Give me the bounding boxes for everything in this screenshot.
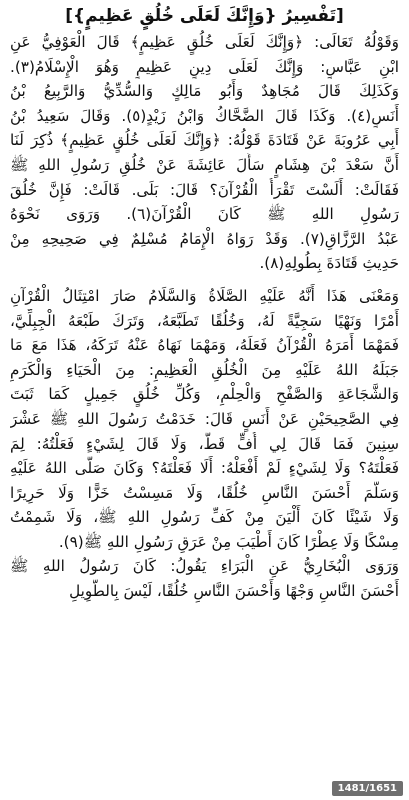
text-line: رَسُولِ اللهِ ﷺ كَانَ الْقُرْآنَ(٦). وَرَوَى نَحْوَهُ: [10, 205, 399, 224]
text-line: فَمَهْمَا أَمَرَهُ الْقُرْآنُ فَعَلَهُ، وَمَهْمَا نَهَاهُ عَنْهُ تَرَكَهُ، هَذَا مَعَ مَا: [10, 336, 399, 355]
text-line: أَبِي عَرُوبَةَ عَنْ قَتَادَةَ قَوْلُهُ: ﴿وَإِنَّكَ لَعَلَى خُلُقٍ عَظِيمٍ﴾ ذُكِرَ لَنَا: [10, 131, 399, 150]
paragraph-gap: [10, 276, 399, 284]
text-line: وَقَوْلُهُ تَعَالَى: ﴿وَإِنَّكَ لَعَلَى خُلُقٍ عَظِيمٍ﴾ قَالَ الْعَوْفِيُّ عَنِ: [10, 33, 399, 51]
paragraph: [10, 554, 399, 603]
text-line: وَكَذَلِكَ قَالَ مُجَاهِدٌ وَأَبُو مَالِكٍ وَالسُّدِّيُّ وَالرَّبِيعُ بْنُ: [10, 82, 399, 101]
text-line: أَنَّ سَعْدَ بْنَ هِشَامٍ سَأَلَ عَائِشَةَ عَنْ خُلُقِ رَسُولِ اللهِ ﷺ: [10, 155, 399, 174]
text-line: أَمْرًا وَنَهْيًا سَجِيَّةً لَهُ، وَخُلُقًا تَطَبَّعَهُ، وَتَرَكَ طَبْعَهُ الْجِبِلِّيَّ،: [10, 311, 399, 330]
text-line: أَنَسٍ(٤). وَكَذَا قَالَ الضَّحَّاكُ وَابْنُ زَيْدٍ(٥). وَقَالَ سَعِيدُ بْنُ: [10, 106, 399, 125]
text-line: وَرَوَى الْبُخَارِيُّ عَنِ الْبَرَاءِ يَقُولُ: كَانَ رَسُولُ اللهِ ﷺ: [10, 557, 399, 576]
text-line: وَالشَّجَاعَةِ وَالصَّفْحِ وَالْحِلْمِ، وَكُلِّ خُلُقٍ جَمِيلٍ كَمَا ثَبَتَ: [10, 385, 399, 404]
page-indicator: 1481/1651: [332, 781, 403, 796]
section-title: [تَفْسِيرُ {وَإِنَّكَ لَعَلَى خُلُقٍ عَظِيمٍ}]: [65, 6, 344, 26]
text-line: مِسْكًا وَلَا عِطْرًا كَانَ أَطْيَبَ مِنْ عَرَقِ رَسُولِ اللهِ ﷺ(٩).: [58, 532, 399, 551]
text-line: حَدِيثِ قَتَادَةَ بِطُولِهِ(٨).: [259, 254, 399, 273]
text-line: وَسَلَّمَ أَحْسَنَ النَّاسِ خُلُقًا، وَلَا مَسِسْتُ خَزًّا وَلَا حَرِيرًا: [10, 483, 399, 502]
text-line: ابْنِ عَبَّاسٍ: وَإِنَّكَ لَعَلَى دِينٍ عَظِيمٍ وَهُوَ الْإِسْلَامُ(٣).: [10, 57, 399, 76]
paragraph: [10, 30, 399, 276]
paragraph: [10, 284, 399, 555]
text-line: وَمَعْنَى هَذَا أَنَّهُ عَلَيْهِ الصَّلَاةُ وَالسَّلَامُ صَارَ امْتِثَالُ الْقُرْآنِ: [10, 286, 399, 305]
text-line: وَلَا شَيْئًا كَانَ أَلْيَنَ مِنْ كَفِّ رَسُولِ اللهِ ﷺ، وَلَا شَمِمْتُ: [10, 508, 399, 527]
text-line: فَقَالَتْ: أَلَسْتَ تَقْرَأُ الْقُرْآنَ؟ قَالَ: بَلَى. قَالَتْ: فَإِنَّ خُلُقَ: [10, 180, 399, 199]
body-text: [10, 30, 399, 604]
text-line: عَبْدُ الرَّزَّاقِ(٧). وَقَدْ رَوَاهُ الْإِمَامُ مُسْلِمٌ فِي صَحِيحِهِ مِنْ: [10, 229, 399, 248]
text-line: فَعَلْتَهُ؟ وَلَا لِشَيْءٍ لَمْ أَفْعَلْهُ: أَلَا فَعَلْتَهُ؟ وَكَانَ صَلَّى اللهُ عَلَيْهِ: [10, 459, 399, 478]
text-line: جَبَلَهُ اللهُ عَلَيْهِ مِنَ الْخُلُقِ الْعَظِيمِ: مِنَ الْحَيَاءِ وَالْكَرَمِ: [10, 360, 399, 379]
text-line: سِنِينَ فَمَا قَالَ لِي أُفٍّ قَطُّ، وَلَا قَالَ لِشَيْءٍ فَعَلْتُهُ: لِمَ: [10, 434, 399, 453]
text-line: فِي الصَّحِيحَيْنِ عَنْ أَنَسٍ قَالَ: خَدَمْتُ رَسُولَ اللهِ ﷺ عَشْرَ: [10, 409, 399, 428]
text-line: أَحْسَنَ النَّاسِ وَجْهًا وَأَحْسَنَ النَّاسِ خُلُقًا، لَيْسَ بِالطَّوِيلِ: [69, 582, 399, 601]
